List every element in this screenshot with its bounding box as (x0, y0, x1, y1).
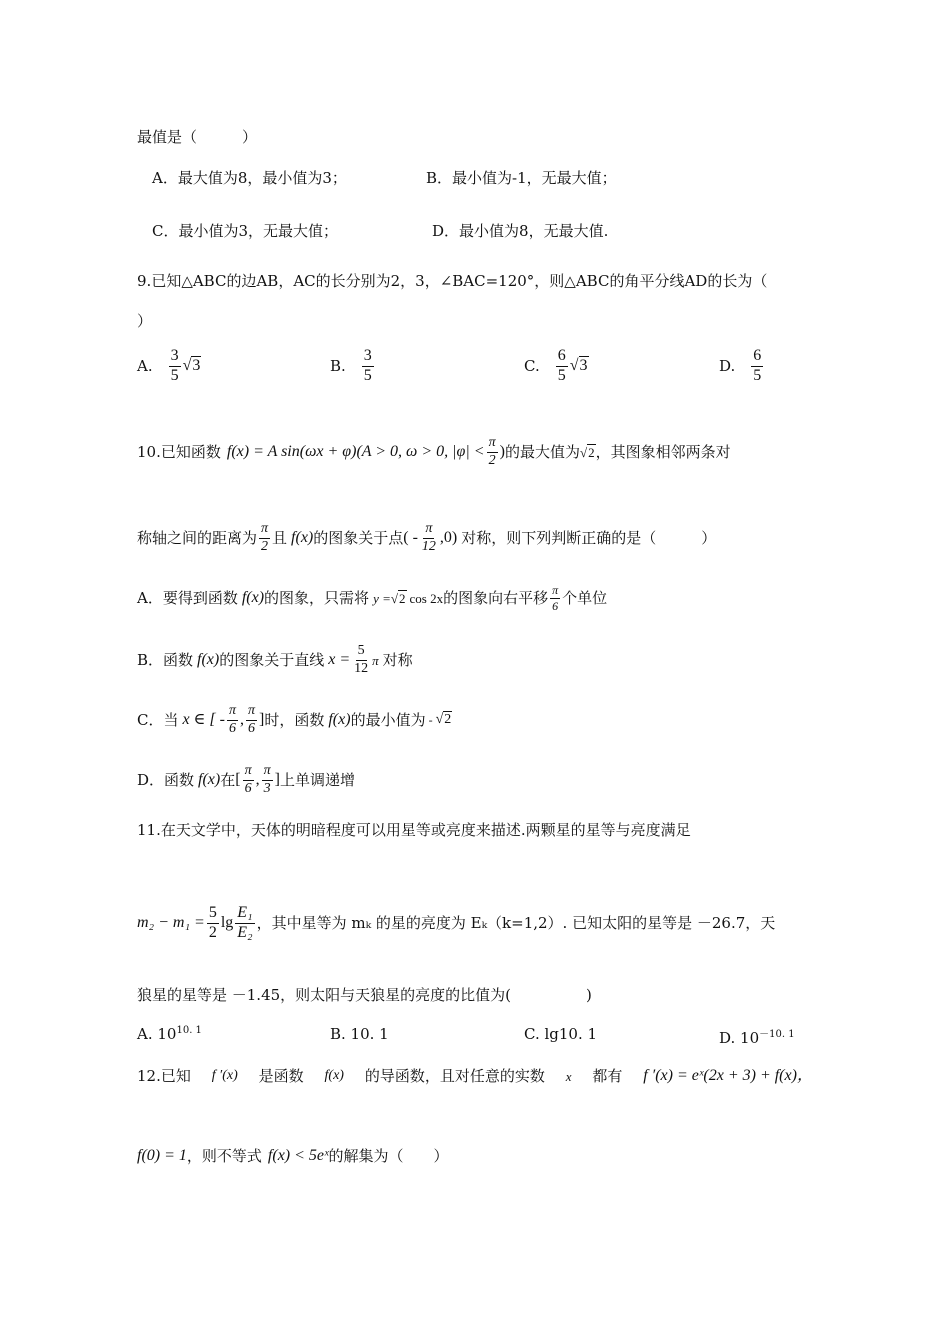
q10-option-text: 的图象，只需将 (264, 588, 370, 607)
q11-stem-line3: 狼星的星等是 －1.45，则太阳与天狼星的亮度的比值为( ) (137, 986, 592, 1004)
q10-option-a-cos: cos 2x (409, 590, 444, 606)
q8-tail: 最值是（ ） (137, 128, 258, 146)
q10-text: 对称，则下列判断正确的是（ ） (461, 528, 717, 547)
q9-option-c (524, 348, 589, 385)
q12-fprime: f ′(x) (211, 1068, 238, 1083)
q11-option-b: B. 10. 1 (330, 1025, 389, 1043)
q12-text: 都有 (592, 1066, 623, 1085)
q9-option-fraction: $\frac{3}{5}$ (363, 347, 372, 384)
q10-option-text: 对称 (382, 650, 413, 669)
q11-formula-left: m₂ − m₁ = (137, 914, 205, 932)
q10-max-sqrt: √2 (579, 444, 595, 460)
q11-ratio-fraction: $\frac{\text{E₁}}{\text{E₂}}$ (237, 904, 253, 941)
q9-option-d (719, 348, 765, 385)
q10-text: 的最大值为 (504, 442, 580, 461)
q9-close-paren: ） (137, 312, 153, 330)
q10-fx: f(x) (291, 529, 314, 547)
q11-option-c: C. lg10. 1 (524, 1025, 598, 1043)
q9-option-sqrt: √3 (569, 357, 588, 375)
q10-text: ，其图象相邻两条对 (595, 442, 731, 461)
q10-option-c: C．当 x ∈ [ - $\frac{\pi}{6}$ , $\frac{\pi}{6}$ ] 时，函数 f(x) 的最小值为 - √2 (137, 703, 452, 736)
q10-stem-line1 (137, 436, 731, 468)
q10-number: 10. (137, 442, 161, 461)
q10-option-text: 的最小值为 (350, 710, 426, 729)
q10-stem-line2 (137, 522, 716, 554)
q8-option-b: B．最小值为-1，无最大值； (426, 169, 617, 187)
q10-option-a (137, 584, 607, 612)
q11-coef-fraction: $\frac{5}{2}$ (208, 904, 217, 941)
q10-formula-close: ) (499, 443, 505, 461)
q10-point-fraction: $\frac{\pi}{12}$ (421, 521, 436, 554)
q9-option-label: D. (719, 357, 736, 376)
q10-text: 已知函数 (160, 442, 221, 461)
q10-option-d-fraction-2: $\frac{\pi}{3}$ (263, 763, 271, 796)
q10-distance-fraction: $\frac{\pi}{2}$ (261, 521, 269, 554)
q10-option-text: A．要得到函数 (137, 588, 238, 607)
q12-stem-line2 (137, 1148, 449, 1164)
q10-fx: f(x) (241, 589, 265, 607)
q12-fx: f(x) (324, 1068, 344, 1083)
q9-option-b (330, 348, 376, 385)
q10-text: 的图象关于点 (313, 528, 404, 547)
q10-point-open: ( - (403, 529, 418, 547)
q11-text: ，其中星等为 mₖ 的星的亮度为 Eₖ（k=1,2）. 已知太阳的星等是 －26.7，天 (256, 913, 776, 932)
q11-lg: lg (220, 914, 234, 932)
q9-option-a (137, 348, 201, 385)
q9-number: 9. (137, 272, 152, 290)
q10-option-text: 上单调递增 (279, 770, 355, 789)
q10-option-text: 在 (220, 770, 236, 789)
q10-fx: f(x) (328, 711, 351, 729)
q10-option-d-fraction-1: $\frac{\pi}{6}$ (244, 763, 252, 796)
q10-point-close: ,0) (439, 529, 458, 547)
q10-option-text: 的图象向右平移 (443, 588, 549, 607)
q10-option-c-sqrt: √2 (435, 712, 452, 728)
q11-option-a: A. $10^{10. 1}$ (137, 1025, 202, 1043)
q10-half-pi: $\frac{\pi}{2}$ (488, 435, 496, 468)
q8-option-d: D．最小值为8，无最大值. (432, 222, 609, 240)
q10-option-d: D．函数 f(x) 在 [ $\frac{\pi}{6}$ , $\frac{\pi}{3}$ ] 上单调递增 (137, 763, 355, 796)
q10-text: 称轴之间的距离为 (137, 528, 258, 547)
q11-formula-line (137, 905, 775, 942)
q12-f0: f(0) = 1 (137, 1147, 187, 1164)
q10-option-a-y: y = (373, 590, 391, 606)
q10-text: 且 (272, 528, 288, 547)
q10-option-text: B．函数 (137, 650, 194, 669)
q12-text: 的导函数，且对任意的实数 (364, 1066, 545, 1085)
q10-option-c-fraction-2: $\frac{\pi}{6}$ (248, 703, 256, 736)
q10-option-a-fraction: $\frac{\pi}{6}$ (552, 583, 559, 613)
q10-option-b-x: x = (328, 651, 351, 669)
q10-fx: f(x) (197, 651, 220, 669)
q12-text: 是函数 (258, 1066, 304, 1085)
q12-number-text: 12.已知 (137, 1066, 191, 1085)
q8-option-a: A．最大值为8，最小值为3； (152, 169, 347, 187)
q9-option-label: C. (524, 357, 540, 376)
q10-option-b-pi: π (372, 652, 379, 668)
q10-option-c-min: - (428, 713, 433, 728)
q9-stem (137, 274, 767, 289)
q8-option-c: C．最小值为3，无最大值； (152, 222, 339, 240)
q12-text: ，则不等式 (186, 1146, 262, 1165)
q10-option-text: C．当 (137, 710, 179, 729)
q9-option-fraction: $\frac{6}{5}$ (753, 347, 762, 384)
q10-option-a-sqrt: √2 (390, 590, 406, 606)
q12-inequality: f(x) < 5eˣ (267, 1147, 329, 1164)
q10-formula: f(x) = A sin(ωx + φ)(A > 0, ω > 0, |φ| < (226, 443, 485, 461)
q12-equation: f ′(x) = eˣ(2x + 3) + f(x)， (643, 1067, 813, 1084)
q12-x: x (565, 1068, 572, 1084)
q12-text: 的解集为（ ） (328, 1146, 449, 1165)
q9-option-label: B. (330, 357, 346, 376)
q12-stem-line1 (137, 1068, 813, 1084)
q9-text: 已知△ABC的边AB，AC的长分别为2，3，∠BAC=120°，则△ABC的角平分线AD的长为（ (151, 272, 768, 290)
q9-option-label: A. (137, 357, 153, 376)
q10-option-text: D．函数 (137, 770, 195, 789)
q11-option-d: D. $10^{-10. 1}$ (719, 1029, 795, 1047)
q11-text: 在天文学中，天体的明暗程度可以用星等或亮度来描述.两颗星的星等与亮度满足 (160, 821, 691, 839)
q11-number: 11. (137, 821, 161, 839)
q10-option-c-x: x ∈ [ - (182, 711, 225, 729)
q10-option-text: 个单位 (562, 588, 608, 607)
q10-option-c-fraction-1: $\frac{\pi}{6}$ (228, 703, 236, 736)
q10-option-b (137, 644, 413, 676)
q9-option-fraction: $\frac{3}{5}$ (170, 347, 179, 384)
q11-stem-line1 (137, 823, 691, 838)
q9-option-sqrt: √3 (182, 357, 201, 375)
q10-fx: f(x) (198, 771, 221, 789)
q9-option-fraction: $\frac{6}{5}$ (557, 347, 566, 384)
q10-option-text: 时，函数 (264, 710, 325, 729)
q10-option-text: 的图象关于直线 (219, 650, 325, 669)
q10-option-b-fraction: $\frac{5}{12}$ (354, 643, 369, 676)
